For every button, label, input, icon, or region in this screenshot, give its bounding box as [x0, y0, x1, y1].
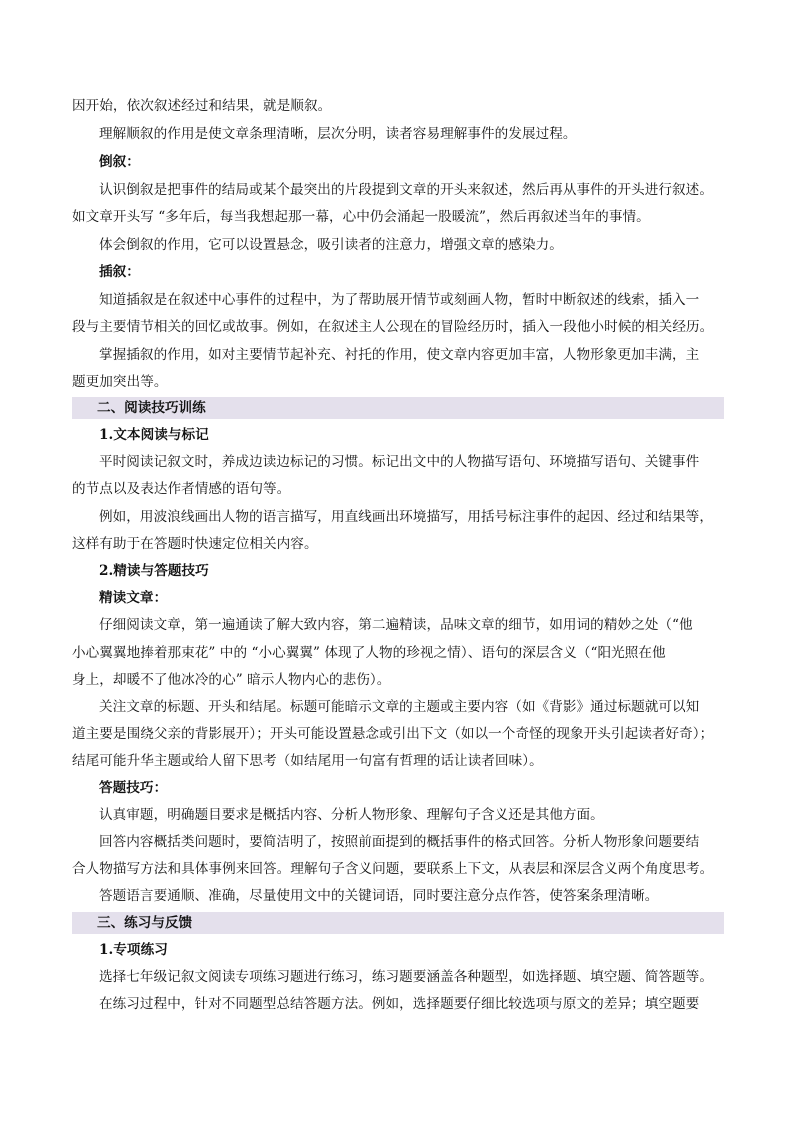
paragraph-line: 结尾可能升华主题或给人留下思考（如结尾用一句富有哲理的话让读者回味）。: [72, 753, 543, 769]
paragraph-line: 体会倒叙的作用，它可以设置悬念，吸引读者的注意力，增强文章的感染力。: [99, 237, 563, 253]
paragraph-line: 身上，却暖不了他冰冷的心” 暗示人物内心的悲伤）。: [72, 672, 391, 688]
paragraph-line: 因开始，依次叙述经过和结果，就是顺叙。: [72, 98, 332, 114]
subsection-title: 2.精读与答题技巧: [99, 563, 209, 579]
paragraph-line: 认真审题，明确题目要求是概括内容、分析人物形象、理解句子含义还是其他方面。: [99, 807, 604, 823]
subsection-title: 1.专项练习: [99, 942, 168, 958]
paragraph-line: 仔细阅读文章，第一遍通读了解大致内容，第二遍精读，品味文章的细节，如用词的精妙之处（“他: [99, 617, 693, 633]
subsection-title: 1.文本阅读与标记: [99, 427, 209, 443]
paragraph-line: 例如，用波浪线画出人物的语言描写，用直线画出环境描写，用括号标注事件的起因、经过和结果等，: [99, 509, 713, 525]
subheading-chaxu: 插叙：: [99, 264, 140, 280]
paragraph-line: 掌握插叙的作用，如对主要情节起补充、衬托的作用，使文章内容更加丰富，人物形象更加丰满，主: [99, 347, 700, 363]
paragraph-line: 这样有助于在答题时快速定位相关内容。: [72, 536, 318, 552]
section-title-reading-skills: 二、阅读技巧训练: [97, 400, 206, 416]
paragraph-line: 平时阅读记叙文时，养成边读边标记的习惯。标记出文中的人物描写语句、环境描写语句、关键事件: [99, 454, 700, 470]
paragraph-line: 选择七年级记叙文阅读专项练习题进行练习，练习题要涵盖各种题型，如选择题、填空题、简答题等。: [99, 969, 713, 985]
subheading-daoxu: 倒叙：: [99, 154, 140, 170]
paragraph-line: 认识倒叙是把事件的结局或某个最突出的片段提到文章的开头来叙述，然后再从事件的开头进行叙述。: [99, 182, 713, 198]
paragraph-line: 如文章开头写 “多年后，每当我想起那一幕，心中仍会涌起一股暖流”，然后再叙述当年的事情。: [72, 209, 650, 225]
paragraph-line: 知道插叙是在叙述中心事件的过程中，为了帮助展开情节或刻画人物，暂时中断叙述的线索，插入一: [99, 292, 700, 308]
paragraph-line: 理解顺叙的作用是使文章条理清晰，层次分明，读者容易理解事件的发展过程。: [99, 126, 577, 142]
paragraph-line: 段与主要情节相关的回忆或故事。例如，在叙述主人公现在的冒险经历时，插入一段他小时候的相关经历。: [72, 319, 714, 335]
paragraph-line: 题更加突出等。: [72, 374, 168, 390]
paragraph-line: 回答内容概括类问题时，要简洁明了，按照前面提到的概括事件的格式回答。分析人物形象问题要结: [99, 834, 700, 850]
subheading-answer-skills: 答题技巧：: [99, 780, 168, 796]
paragraph-line: 的节点以及表达作者情感的语句等。: [72, 481, 291, 497]
paragraph-line: 答题语言要通顺、准确，尽量使用文中的关键词语，同时要注意分点作答，使答案条理清晰。: [99, 888, 659, 904]
paragraph-line: 道主要是围绕父亲的背影展开）；开头可能设置悬念或引出下文（如以一个奇怪的现象开头引起读者好奇）；: [72, 726, 714, 742]
paragraph-line: 关注文章的标题、开头和结尾。标题可能暗示文章的主题或主要内容（如《背影》通过标题就可以知: [99, 699, 700, 715]
section-title-practice: 三、练习与反馈: [97, 915, 193, 931]
subheading-close-reading: 精读文章：: [99, 590, 168, 606]
paragraph-line: 小心翼翼地捧着那束花” 中的 “小心翼翼” 体现了人物的珍视之情）、语句的深层含义（“阳光照在他: [72, 645, 666, 661]
paragraph-line: 合人物描写方法和具体事例来回答。理解句子含义问题，要联系上下文，从表层和深层含义两个角度思考。: [72, 861, 714, 877]
paragraph-line: 在练习过程中，针对不同题型总结答题方法。例如，选择题要仔细比较选项与原文的差异；填空题要: [99, 996, 700, 1012]
